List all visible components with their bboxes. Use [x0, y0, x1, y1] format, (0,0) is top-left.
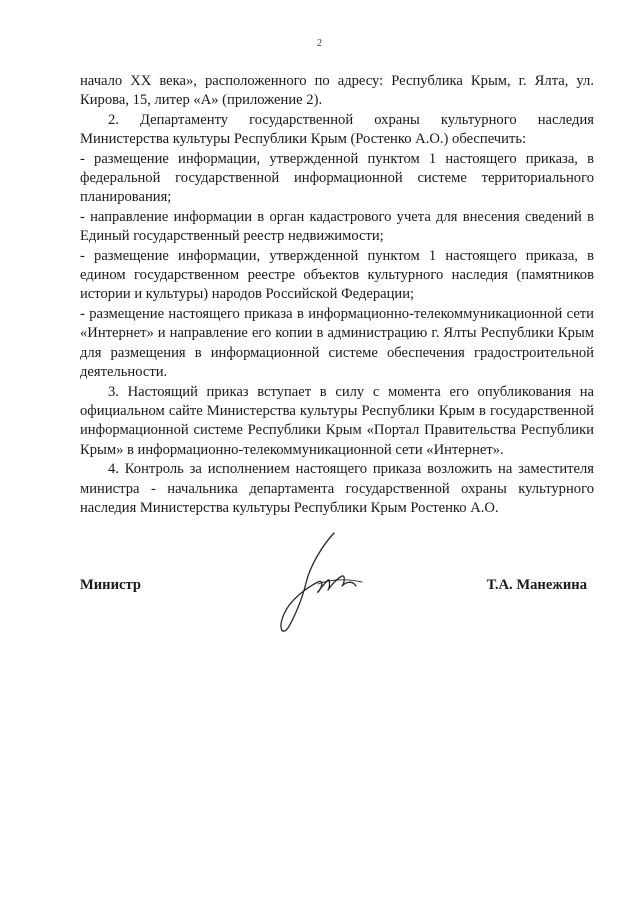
document-body	[80, 72, 594, 518]
paragraph-bullet-registry: - размещение информации, утвержденной пунктом 1 настоящего приказа, в едином государственном реестре объектов культурного наследия (памятников истории и культуры) народов Российской Федерации;	[80, 247, 594, 303]
paragraph-bullet-planning: - размещение информации, утвержденной пунктом 1 настоящего приказа, в федеральной государственной информационной системе территориального планирования;	[80, 150, 594, 206]
paragraph-bullet-cadastre: - направление информации в орган кадастрового учета для внесения сведений в Единый государственный реестр недвижимости;	[80, 208, 594, 245]
paragraph-bullet-internet: - размещение настоящего приказа в информационно-телекоммуникационной сети «Интернет» и направление его копии в администрацию г. Ялты Республики Крым для размещения в информационной системе обеспечения градостроительной деятельности.	[80, 305, 594, 381]
paragraph-item-2: 2. Департаменту государственной охраны культурного наследия Министерства культуры Республики Крым (Ростенко А.О.) обеспечить:	[80, 111, 594, 148]
signatory-title: Министр	[80, 577, 141, 593]
paragraph-continuation: начало XX века», расположенного по адресу: Республика Крым, г. Ялта, ул. Кирова, 15, литер «А» (приложение 2).	[80, 73, 594, 109]
signatory-name: Т.А. Манежина	[486, 577, 587, 593]
paragraph-item-4: 4. Контроль за исполнением настоящего приказа возложить на заместителя министра - начальника департамента государственной охраны культурного наследия Министерства культуры Республики Крым Ростенко А.О.	[80, 461, 594, 516]
page-number: 2	[317, 38, 322, 49]
paragraph-item-3: 3. Настоящий приказ вступает в силу с момента его опубликования на официальном сайте Министерства культуры Республики Крым в государственной информационной системе Республики Крым «Портал Правительства Республики Крым» в информационно-телекоммуникационной сети «Интернет».	[80, 383, 594, 458]
signature-stroke	[281, 533, 356, 631]
handwritten-signature-icon	[272, 528, 372, 638]
